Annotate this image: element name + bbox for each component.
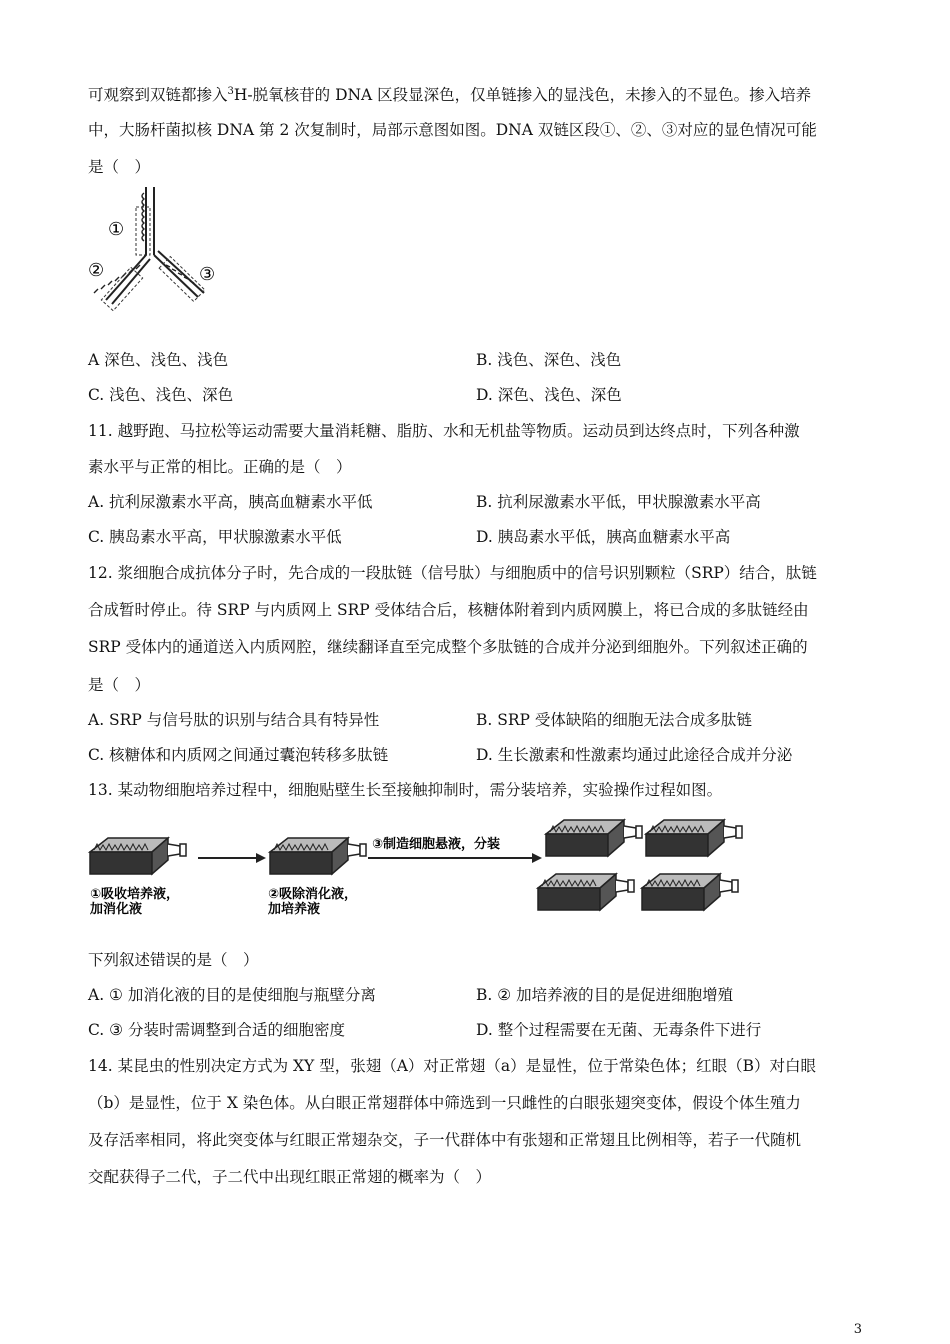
dna-replication-figure [86,185,226,320]
q12-line-1: 12. 浆细胞合成抗体分子时，先合成的一段肽链（信号肽）与细胞质中的信号识别颗粒（SRP）结合，肽链 [88,564,817,582]
q14-line-3: 及存活率相同，将此突变体与红眼正常翅杂交，子一代群体中有张翅和正常翅且比例相等，若子一代随机 [88,1131,802,1149]
q11-option-d: D. 胰岛素水平低，胰高血糖素水平高 [476,528,731,546]
cell-culture-figure [86,812,766,922]
q12-line-4: 是（ ） [88,676,151,694]
q11-option-a: A. 抗利尿激素水平高，胰高血糖素水平低 [88,493,373,511]
q10-option-c: C. 浅色、浅色、深色 [88,386,234,404]
page-number: 3 [853,1322,862,1337]
q12-option-d: D. 生长激素和性激素均通过此途径合成并分泌 [476,746,793,764]
q10-line-2: 中，大肠杆菌拟核 DNA 第 2 次复制时，局部示意图如图。DNA 双链区段①、②、③对应的显色情况可能 [88,121,817,139]
fig-label-3: ③ [199,264,216,285]
q12-option-c: C. 核糖体和内质网之间通过囊泡转移多肽链 [88,746,389,764]
q10-option-b: B. 浅色、深色、浅色 [476,351,622,369]
q13-line-2: 下列叙述错误的是（ ） [88,951,259,969]
q13-option-a: A. ① 加消化液的目的是使细胞与瓶壁分离 [88,986,376,1004]
q14-line-4: 交配获得子二代，子二代中出现红眼正常翅的概率为（ ） [88,1168,492,1186]
q11-option-b: B. 抗利尿激素水平低，甲状腺激素水平高 [476,493,761,511]
q13-option-b: B. ② 加培养液的目的是促进细胞增殖 [476,986,734,1004]
fig-label-2: ② [88,260,105,281]
q10-line-1: 可观察到双链都掺入$^3$H-脱氧核苷的 DNA 区段显深色，仅单链掺入的显浅色，未掺入的不显色。掺入培养 [88,86,812,105]
q10-line-3: 是（ ） [88,158,151,176]
q12-line-2: 合成暂时停止。待 SRP 与内质网上 SRP 受体结合后，核糖体附着到内质网膜上，将已合成的多肽链经由 [88,601,809,619]
q11-line-2: 素水平与正常的相比。正确的是（ ） [88,458,352,476]
q11-option-c: C. 胰岛素水平高，甲状腺激素水平低 [88,528,342,546]
q10-option-d: D. 深色、浅色、深色 [476,386,622,404]
fig-step1-label-a: ①吸收培养液， [90,887,180,902]
q10-option-a: A 深色、浅色、浅色 [88,351,229,369]
fig-label-1: ① [108,219,125,240]
q13-option-c: C. ③ 分装时需调整到合适的细胞密度 [88,1021,345,1039]
fig-step2-label-b: 加培养液 [268,902,321,917]
q12-option-b: B. SRP 受体缺陷的细胞无法合成多肽链 [476,711,752,729]
q11-line-1: 11. 越野跑、马拉松等运动需要大量消耗糖、脂肪、水和无机盐等物质。运动员到达终点时，下列各种激 [88,422,800,440]
fig-step2-label-a: ②吸除消化液， [268,887,358,902]
q14-line-2: （b）是显性，位于 X 染色体。从白眼正常翅群体中筛选到一只雌性的白眼张翅突变体，假设个体生殖力 [88,1094,801,1112]
q13-option-d: D. 整个过程需要在无菌、无毒条件下进行 [476,1021,762,1039]
q12-option-a: A. SRP 与信号肽的识别与结合具有特异性 [88,711,380,729]
fig-step1-label-b: 加消化液 [90,902,143,917]
q14-line-1: 14. 某昆虫的性别决定方式为 XY 型，张翅（A）对正常翅（a）是显性，位于常染色体；红眼（B）对白眼 [88,1057,817,1075]
q12-line-3: SRP 受体内的通道送入内质网腔，继续翻译直至完成整个多肽链的合成并分泌到细胞外。下列叙述正确的 [88,638,808,656]
fig-step3-label: ③制造细胞悬液，分装 [372,837,501,852]
q13-line-1: 13. 某动物细胞培养过程中，细胞贴壁生长至接触抑制时，需分装培养，实验操作过程如图。 [88,781,723,799]
